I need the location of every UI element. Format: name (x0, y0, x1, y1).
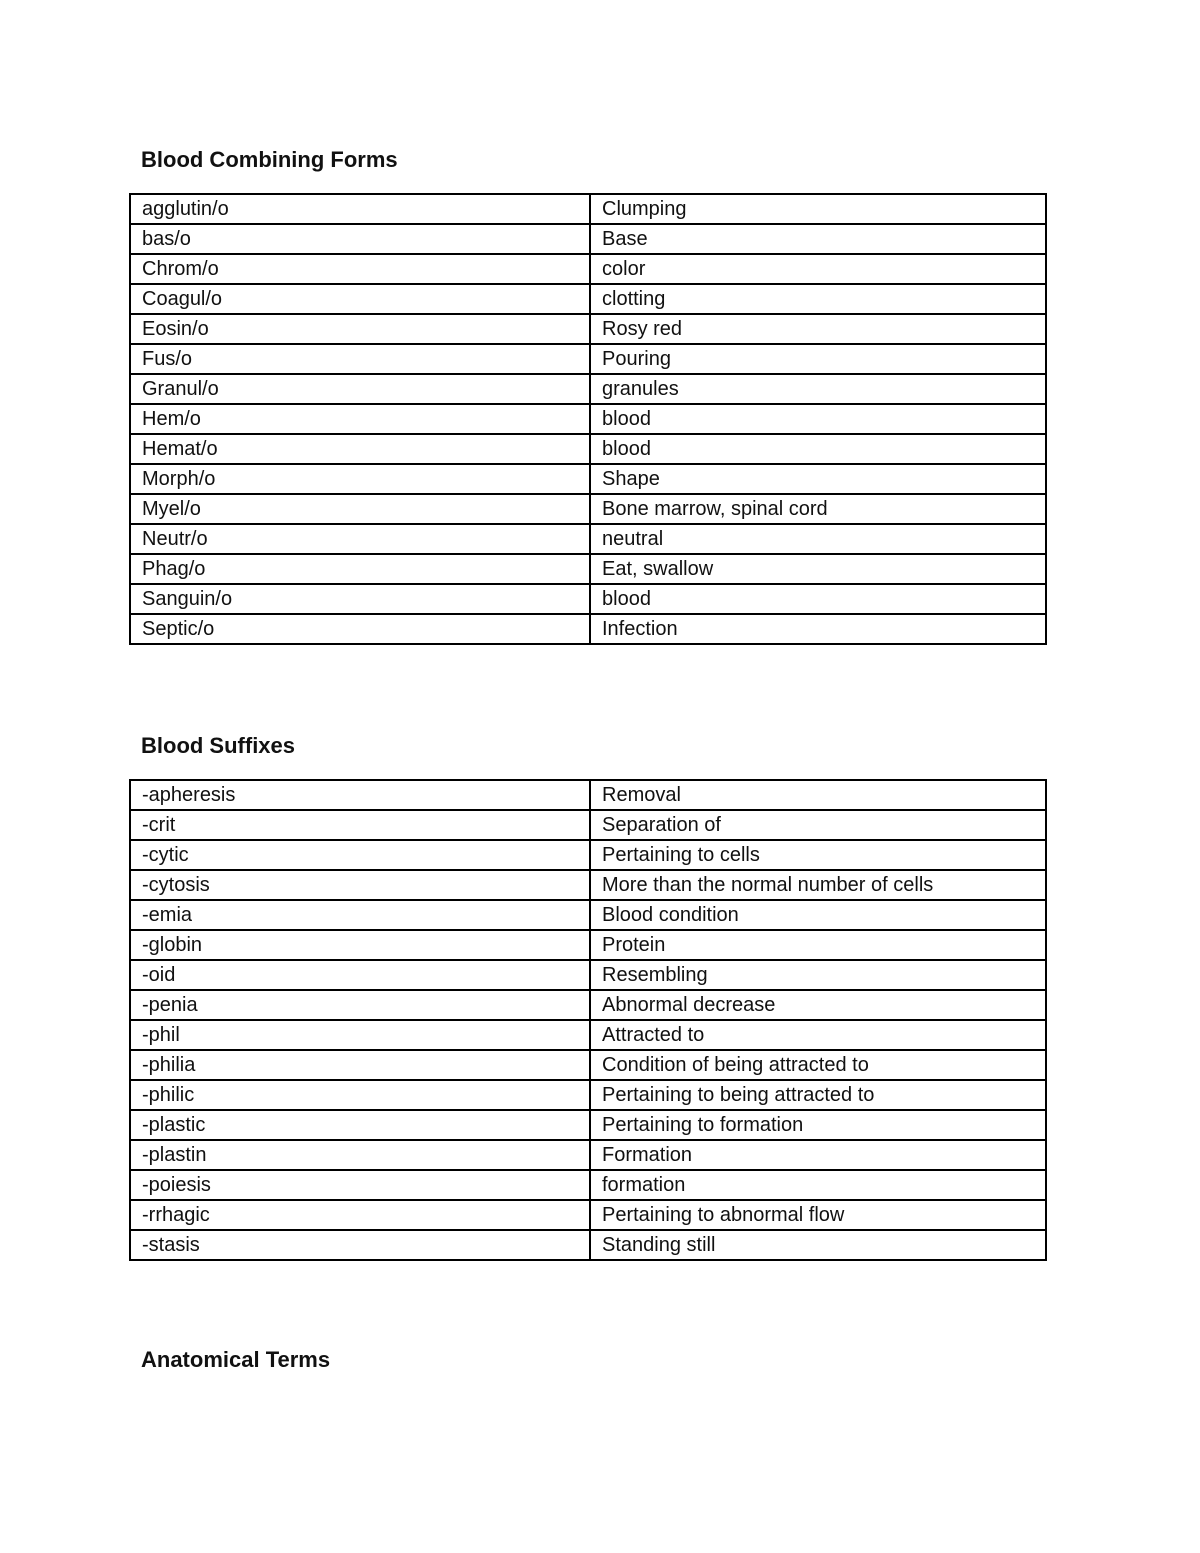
meaning-cell: granules (590, 374, 1046, 404)
meaning-cell: Abnormal decrease (590, 990, 1046, 1020)
table-row (130, 194, 1046, 224)
meaning-cell: blood (590, 404, 1046, 434)
section-heading-anatomical-terms: Anatomical Terms (141, 1347, 331, 1372)
table-row (130, 810, 1046, 840)
meaning-cell: Infection (590, 614, 1046, 644)
table-row (130, 1050, 1046, 1080)
table-row (130, 464, 1046, 494)
term-cell: -crit (130, 810, 590, 840)
table-row (130, 990, 1046, 1020)
term-cell: Granul/o (130, 374, 590, 404)
meaning-cell: Eat, swallow (590, 554, 1046, 584)
table-row (130, 1170, 1046, 1200)
meaning-cell: Separation of (590, 810, 1046, 840)
term-cell: Eosin/o (130, 314, 590, 344)
section-heading-combining-forms: Blood Combining Forms (141, 147, 398, 172)
section-heading-suffixes: Blood Suffixes (141, 733, 296, 758)
term-cell: Chrom/o (130, 254, 590, 284)
meaning-cell: Pertaining to abnormal flow (590, 1200, 1046, 1230)
meaning-cell: Pouring (590, 344, 1046, 374)
table-row (130, 780, 1046, 810)
meaning-cell: Formation (590, 1140, 1046, 1170)
table-row (130, 1140, 1046, 1170)
term-cell: Morph/o (130, 464, 590, 494)
table-row (130, 930, 1046, 960)
term-cell: Hemat/o (130, 434, 590, 464)
table-row (130, 584, 1046, 614)
table-row (130, 1020, 1046, 1050)
meaning-cell: Base (590, 224, 1046, 254)
combining-forms-table (129, 193, 1047, 645)
term-cell: Phag/o (130, 554, 590, 584)
table-row (130, 614, 1046, 644)
term-cell: -phil (130, 1020, 590, 1050)
term-cell: Coagul/o (130, 284, 590, 314)
term-cell: -plastic (130, 1110, 590, 1140)
term-cell: Septic/o (130, 614, 590, 644)
meaning-cell: formation (590, 1170, 1046, 1200)
table-row (130, 224, 1046, 254)
table-row (130, 494, 1046, 524)
term-cell: bas/o (130, 224, 590, 254)
term-cell: -philia (130, 1050, 590, 1080)
table-row (130, 1080, 1046, 1110)
table-row (130, 960, 1046, 990)
meaning-cell: Pertaining to cells (590, 840, 1046, 870)
term-cell: Fus/o (130, 344, 590, 374)
term-cell: -globin (130, 930, 590, 960)
term-cell: -emia (130, 900, 590, 930)
term-cell: -penia (130, 990, 590, 1020)
meaning-cell: Standing still (590, 1230, 1046, 1260)
meaning-cell: Protein (590, 930, 1046, 960)
term-cell: -poiesis (130, 1170, 590, 1200)
meaning-cell: More than the normal number of cells (590, 870, 1046, 900)
term-cell: -cytic (130, 840, 590, 870)
meaning-cell: Clumping (590, 194, 1046, 224)
meaning-cell: Pertaining to being attracted to (590, 1080, 1046, 1110)
table-row (130, 374, 1046, 404)
term-cell: Hem/o (130, 404, 590, 434)
table-row (130, 524, 1046, 554)
meaning-cell: Resembling (590, 960, 1046, 990)
term-cell: -rrhagic (130, 1200, 590, 1230)
term-cell: -apheresis (130, 780, 590, 810)
meaning-cell: blood (590, 584, 1046, 614)
table-row (130, 870, 1046, 900)
meaning-cell: Blood condition (590, 900, 1046, 930)
meaning-cell: color (590, 254, 1046, 284)
term-cell: -oid (130, 960, 590, 990)
suffixes-table (129, 779, 1047, 1261)
term-cell: Neutr/o (130, 524, 590, 554)
term-cell: -philic (130, 1080, 590, 1110)
table-row (130, 900, 1046, 930)
meaning-cell: Shape (590, 464, 1046, 494)
table-row (130, 840, 1046, 870)
table-row (130, 1200, 1046, 1230)
table-row (130, 284, 1046, 314)
term-cell: Sanguin/o (130, 584, 590, 614)
meaning-cell: Rosy red (590, 314, 1046, 344)
meaning-cell: neutral (590, 524, 1046, 554)
table-row (130, 554, 1046, 584)
meaning-cell: Bone marrow, spinal cord (590, 494, 1046, 524)
table-row (130, 1110, 1046, 1140)
table-row (130, 404, 1046, 434)
table-row (130, 1230, 1046, 1260)
meaning-cell: clotting (590, 284, 1046, 314)
term-cell: agglutin/o (130, 194, 590, 224)
meaning-cell: blood (590, 434, 1046, 464)
meaning-cell: Condition of being attracted to (590, 1050, 1046, 1080)
term-cell: -cytosis (130, 870, 590, 900)
table-row (130, 434, 1046, 464)
meaning-cell: Attracted to (590, 1020, 1046, 1050)
term-cell: -stasis (130, 1230, 590, 1260)
table-row (130, 254, 1046, 284)
table-row (130, 314, 1046, 344)
term-cell: -plastin (130, 1140, 590, 1170)
meaning-cell: Pertaining to formation (590, 1110, 1046, 1140)
meaning-cell: Removal (590, 780, 1046, 810)
term-cell: Myel/o (130, 494, 590, 524)
table-row (130, 344, 1046, 374)
